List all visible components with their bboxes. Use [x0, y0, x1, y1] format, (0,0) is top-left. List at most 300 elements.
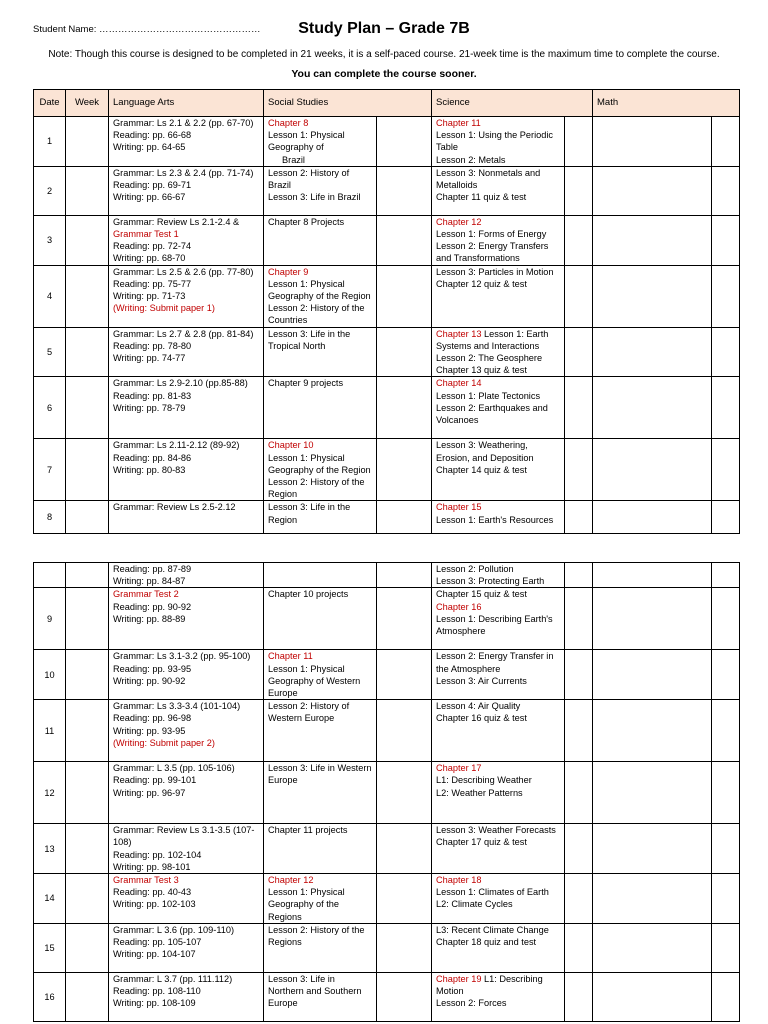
cell-text-line: Lesson 2: Earthquakes and Volcanoes — [436, 402, 548, 426]
cell-science — [432, 874, 565, 924]
cell-text-line: Reading: pp. 40-43 — [113, 887, 192, 898]
cell-science-check — [565, 972, 593, 1021]
cell-language-arts — [109, 377, 264, 439]
cell-science-check — [565, 327, 593, 377]
cell-date: 14 — [34, 874, 66, 924]
cell-text-line: Grammar: Ls 2.7 & 2.8 (pp. 81-84) — [113, 328, 254, 339]
cell-text-line: Writing: pp. 93-95 — [113, 725, 186, 736]
cell-week — [66, 972, 109, 1021]
table-header-row — [34, 90, 740, 117]
cell-date: 10 — [34, 650, 66, 700]
cell-text-line: Lesson 1: Describing Earth's Atmosphere — [436, 613, 553, 637]
cell-text-line: Reading: pp. 99-101 — [113, 775, 197, 786]
cell-social-studies-check — [377, 377, 432, 439]
cell-science — [432, 923, 565, 972]
cell-text-line: Chapter 12 — [268, 875, 314, 886]
cell-language-arts — [109, 166, 264, 215]
cell-text-line: Lesson 3: Weather Forecasts — [436, 825, 556, 836]
cell-text-line: Chapter 10 projects — [268, 589, 349, 600]
col-header-language-arts: Language Arts — [109, 90, 264, 117]
course-note: Note: Though this course is designed to be completed in 21 weeks, it is a self-paced course. 21-week time is the maximum time to complete the course. — [48, 49, 720, 60]
cell-language-arts — [109, 874, 264, 924]
cell-text-line: Writing: pp. 88-89 — [113, 613, 186, 624]
cell-text-line: Chapter 17 quiz & test — [436, 837, 527, 848]
cell-text-line: Reading: pp. 72-74 — [113, 241, 192, 252]
cell-text-line: Lesson 3: Particles in Motion — [436, 266, 554, 277]
cell-math-check — [712, 377, 740, 439]
cell-science — [432, 588, 565, 650]
cell-math — [593, 588, 712, 650]
cell-math — [593, 972, 712, 1021]
cell-text-line: Chapter 9 projects — [268, 378, 344, 389]
cell-text-line: Chapter 16 — [436, 601, 482, 612]
cell-text-line: Lesson 3: Nonmetals and Metalloids — [436, 167, 541, 191]
cell-text-line: Lesson 3: Life in Western Europe — [268, 763, 372, 786]
cell-text-line: L1: Describing Motion — [436, 973, 543, 997]
cell-text-line: Writing: pp. 98-101 — [113, 861, 191, 872]
cell-text-line: Grammar: Ls 2.3 & 2.4 (pp. 71-74) — [113, 167, 254, 178]
cell-math-check — [712, 117, 740, 167]
cell-science-check — [565, 563, 593, 588]
cell-text-line: Chapter 11 projects — [268, 825, 348, 836]
cell-text-line: Writing: pp. 90-92 — [113, 675, 186, 686]
cell-language-arts — [109, 563, 264, 588]
cell-week — [66, 166, 109, 215]
cell-text-line: Grammar: Ls 2.11-2.12 (89-92) — [113, 440, 240, 451]
cell-text-line: Reading: pp. 78-80 — [113, 340, 192, 351]
cell-social-studies-check — [377, 327, 432, 377]
cell-language-arts — [109, 327, 264, 377]
cell-math-check — [712, 439, 740, 501]
table-row — [34, 563, 740, 588]
cell-social-studies — [264, 215, 377, 265]
cell-text-line: Lesson 3: Life in Northern and Southern Europe — [268, 973, 362, 1009]
cell-math — [593, 650, 712, 700]
cell-math — [593, 501, 712, 534]
cell-math-check — [712, 563, 740, 588]
cell-text-line: Reading: pp. 96-98 — [113, 713, 192, 724]
cell-language-arts — [109, 265, 264, 327]
cell-social-studies — [264, 762, 377, 824]
cell-text-line: Chapter 12 quiz & test — [436, 278, 527, 289]
cell-science-check — [565, 166, 593, 215]
cell-text-line: Grammar: Review Ls 3.1-3.5 (107-108) — [113, 825, 255, 848]
table-row — [34, 377, 740, 439]
cell-science-check — [565, 700, 593, 762]
cell-text-line: Reading: pp. 108-110 — [113, 986, 201, 997]
cell-text-line: Writing: pp. 64-65 — [113, 142, 186, 153]
cell-science — [432, 563, 565, 588]
cell-text-line: Lesson 2: Forces — [436, 998, 507, 1009]
cell-math — [593, 824, 712, 874]
table-row — [34, 439, 740, 501]
cell-text-line: Chapter 13 — [436, 328, 482, 339]
cell-text-line: Lesson 4: Air Quality — [436, 701, 521, 712]
cell-week — [66, 874, 109, 924]
cell-text-line: Grammar: L 3.7 (pp. 111.112) — [113, 973, 233, 984]
cell-text-line: Writing: pp. 84-87 — [113, 576, 186, 587]
cell-text-line: Chapter 19 — [436, 973, 482, 984]
cell-science — [432, 650, 565, 700]
cell-text-line: Lesson 2: History of the Regions — [268, 924, 365, 948]
course-sooner-note: You can complete the course sooner. — [291, 68, 477, 80]
cell-math-check — [712, 874, 740, 924]
cell-text-line: Reading: pp. 81-83 — [113, 390, 192, 401]
cell-math — [593, 700, 712, 762]
cell-text-line: Lesson 1: Using the Periodic Table — [436, 130, 553, 153]
cell-social-studies — [264, 972, 377, 1021]
cell-math — [593, 439, 712, 501]
cell-text-line: Reading: pp. 66-68 — [113, 130, 192, 141]
cell-date: 2 — [34, 166, 66, 215]
cell-language-arts — [109, 215, 264, 265]
cell-text-line: Grammar Test 3 — [113, 875, 179, 886]
cell-text-line: Writing: pp. 102-103 — [113, 899, 196, 910]
cell-text-line: Lesson 1: Climates of Earth — [436, 887, 549, 898]
cell-text-line: L2: Climate Cycles — [436, 899, 513, 910]
cell-text-line: Reading: pp. 75-77 — [113, 278, 192, 289]
table-row — [34, 824, 740, 874]
cell-text-line: Lesson 2: Energy Transfer in the Atmosphere — [436, 651, 554, 674]
table-row — [34, 762, 740, 824]
cell-text-line: Grammar Test 1 — [113, 229, 179, 240]
cell-text-line: Chapter 15 — [436, 502, 482, 513]
cell-language-arts — [109, 972, 264, 1021]
table-row — [34, 650, 740, 700]
cell-text-line: Grammar: Review Ls 2.5-2.12 — [113, 502, 236, 513]
cell-language-arts — [109, 117, 264, 167]
cell-science — [432, 762, 565, 824]
cell-text-line: L1: Describing Weather — [436, 775, 532, 786]
cell-text-line: Reading: pp. 69-71 — [113, 180, 192, 191]
cell-text-line: Lesson 1: Plate Tectonics — [436, 390, 541, 401]
cell-social-studies-check — [377, 762, 432, 824]
cell-math — [593, 166, 712, 215]
cell-text-line: Writing: pp. 71-73 — [113, 291, 186, 302]
cell-language-arts — [109, 501, 264, 534]
cell-language-arts — [109, 588, 264, 650]
cell-text-line: Chapter 14 quiz & test — [436, 464, 527, 475]
col-header-week: Week — [66, 90, 109, 117]
cell-text-line: Writing: pp. 108-109 — [113, 998, 196, 1009]
study-plan-table-1 — [33, 89, 740, 534]
cell-math — [593, 762, 712, 824]
cell-math — [593, 563, 712, 588]
cell-date: 8 — [34, 501, 66, 534]
cell-text-line: Lesson 1: Earth Systems and Interactions — [436, 328, 549, 351]
cell-date: 9 — [34, 588, 66, 650]
cell-text-line: Grammar: Ls 2.1 & 2.2 (pp. 67-70) — [113, 118, 254, 128]
cell-text-line: Writing: pp. 68-70 — [113, 253, 186, 264]
cell-social-studies-check — [377, 501, 432, 534]
cell-text-line: Lesson 3: Protecting Earth — [436, 576, 545, 587]
cell-week — [66, 824, 109, 874]
cell-text-line: Chapter 11 — [436, 118, 481, 128]
cell-science-check — [565, 923, 593, 972]
cell-science-check — [565, 762, 593, 824]
cell-social-studies — [264, 501, 377, 534]
cell-math-check — [712, 650, 740, 700]
cell-science-check — [565, 117, 593, 167]
cell-social-studies-check — [377, 824, 432, 874]
table-row — [34, 501, 740, 534]
cell-text-line: Writing: pp. 104-107 — [113, 949, 196, 960]
cell-language-arts — [109, 923, 264, 972]
cell-date: 6 — [34, 377, 66, 439]
cell-science-check — [565, 215, 593, 265]
cell-week — [66, 117, 109, 167]
table-row — [34, 700, 740, 762]
cell-text-line: Chapter 9 — [268, 266, 309, 277]
cell-science-check — [565, 824, 593, 874]
cell-social-studies-check — [377, 650, 432, 700]
table-row — [34, 166, 740, 215]
cell-math — [593, 117, 712, 167]
cell-math-check — [712, 501, 740, 534]
cell-text-line: Chapter 12 — [436, 216, 482, 227]
table-row — [34, 874, 740, 924]
cell-date: 5 — [34, 327, 66, 377]
cell-date: 13 — [34, 824, 66, 874]
cell-social-studies — [264, 824, 377, 874]
page-title: Study Plan – Grade 7B — [298, 20, 470, 37]
cell-math — [593, 265, 712, 327]
cell-date: 4 — [34, 265, 66, 327]
cell-text-line: Grammar: Ls 2.9-2.10 (pp.85-88) — [113, 378, 248, 389]
cell-text-line: Chapter 16 quiz & test — [436, 713, 527, 724]
cell-text-line: Chapter 13 quiz & test — [436, 365, 527, 376]
cell-text-line: Grammar: Ls 3.1-3.2 (pp. 95-100) — [113, 651, 251, 662]
cell-science — [432, 117, 565, 167]
cell-text-line: Lesson 1: Physical Geography of the Region — [268, 452, 371, 475]
cell-science — [432, 439, 565, 501]
cell-text-line: Grammar: L 3.5 (pp. 105-106) — [113, 763, 235, 774]
cell-text-line: Lesson 3: Life in Brazil — [268, 192, 361, 203]
cell-text-line: Chapter 17 — [436, 763, 482, 774]
table-row — [34, 923, 740, 972]
cell-social-studies — [264, 265, 377, 327]
cell-language-arts — [109, 439, 264, 501]
cell-science-check — [565, 650, 593, 700]
cell-science — [432, 700, 565, 762]
cell-social-studies — [264, 588, 377, 650]
cell-language-arts — [109, 650, 264, 700]
cell-text-line: Writing: pp. 66-67 — [113, 192, 186, 203]
cell-social-studies — [264, 439, 377, 501]
cell-week — [66, 650, 109, 700]
cell-math-check — [712, 762, 740, 824]
cell-week — [66, 377, 109, 439]
cell-social-studies — [264, 166, 377, 215]
cell-social-studies-check — [377, 923, 432, 972]
cell-text-line: Lesson 1: Earth's Resources — [436, 514, 554, 525]
table-row — [34, 265, 740, 327]
cell-text-line: Lesson 2: Metals — [436, 154, 506, 165]
cell-social-studies-check — [377, 874, 432, 924]
cell-social-studies-check — [377, 265, 432, 327]
col-header-social-studies: Social Studies — [264, 90, 432, 117]
cell-science-check — [565, 874, 593, 924]
cell-social-studies — [264, 923, 377, 972]
cell-text-line: Reading: pp. 105-107 — [113, 937, 202, 948]
cell-text-line: Grammar: Ls 2.5 & 2.6 (pp. 77-80) — [113, 266, 254, 277]
cell-text-line: Chapter 10 — [268, 440, 314, 451]
cell-social-studies-check — [377, 700, 432, 762]
cell-social-studies — [264, 117, 377, 167]
cell-date — [34, 563, 66, 588]
cell-math — [593, 215, 712, 265]
cell-science — [432, 215, 565, 265]
cell-social-studies-check — [377, 588, 432, 650]
cell-math-check — [712, 700, 740, 762]
cell-social-studies-check — [377, 166, 432, 215]
cell-text-line: Chapter 8 Projects — [268, 216, 345, 227]
cell-week — [66, 923, 109, 972]
cell-social-studies — [264, 327, 377, 377]
cell-text-line: Chapter 11 — [268, 651, 313, 662]
cell-text-line: Lesson 2: History of Western Europe — [268, 701, 350, 724]
cell-science — [432, 824, 565, 874]
cell-math-check — [712, 265, 740, 327]
cell-text-line: Lesson 1: Physical Geography of — [268, 130, 345, 153]
cell-social-studies-check — [377, 563, 432, 588]
cell-text-line: Chapter 14 — [436, 378, 482, 389]
cell-text-line: Chapter 18 — [436, 875, 482, 886]
col-header-math: Math — [593, 90, 740, 117]
cell-social-studies-check — [377, 439, 432, 501]
cell-date: 12 — [34, 762, 66, 824]
cell-text-line: Reading: pp. 87-89 — [113, 564, 192, 574]
cell-math — [593, 923, 712, 972]
cell-text-line: Lesson 1: Physical Geography of Western Europe — [268, 663, 361, 699]
cell-math — [593, 874, 712, 924]
cell-language-arts — [109, 700, 264, 762]
cell-text-line: Writing: pp. 74-77 — [113, 353, 186, 364]
cell-math-check — [712, 923, 740, 972]
cell-social-studies — [264, 650, 377, 700]
cell-week — [66, 265, 109, 327]
cell-text-line: Brazil — [282, 154, 305, 165]
cell-math-check — [712, 327, 740, 377]
cell-date: 11 — [34, 700, 66, 762]
cell-text-line: L2: Weather Patterns — [436, 787, 523, 798]
table-row — [34, 327, 740, 377]
cell-text-line: Writing: pp. 80-83 — [113, 464, 186, 475]
cell-week — [66, 700, 109, 762]
cell-social-studies-check — [377, 972, 432, 1021]
cell-date: 1 — [34, 117, 66, 167]
cell-text-line: Grammar: Review Ls 2.1-2.4 & — [113, 216, 240, 227]
cell-text-line: Lesson 2: Energy Transfers and Transformations — [436, 241, 549, 264]
student-name-label: Student Name: …………………………………………… — [33, 24, 261, 35]
cell-math-check — [712, 215, 740, 265]
cell-social-studies — [264, 563, 377, 588]
cell-social-studies — [264, 377, 377, 439]
cell-text-line: Reading: pp. 93-95 — [113, 663, 192, 674]
cell-text-line: Chapter 18 quiz and test — [436, 937, 537, 948]
cell-science-check — [565, 588, 593, 650]
cell-science-check — [565, 501, 593, 534]
cell-text-line: L3: Recent Climate Change — [436, 924, 549, 935]
cell-text-line: Lesson 3: Life in the Tropical North — [268, 328, 351, 351]
cell-week — [66, 439, 109, 501]
cell-text-line: Lesson 1: Physical Geography of the Region — [268, 278, 371, 302]
cell-social-studies-check — [377, 117, 432, 167]
cell-science — [432, 972, 565, 1021]
cell-science — [432, 501, 565, 534]
cell-text-line: Lesson 1: Physical Geography of the Regions — [268, 887, 345, 922]
cell-date: 3 — [34, 215, 66, 265]
cell-text-line: Lesson 2: History of the Countries — [268, 303, 365, 326]
cell-text-line: Chapter 15 quiz & test — [436, 589, 527, 600]
cell-social-studies — [264, 874, 377, 924]
table-row — [34, 972, 740, 1021]
cell-science — [432, 377, 565, 439]
cell-science — [432, 327, 565, 377]
cell-science — [432, 166, 565, 215]
cell-science-check — [565, 265, 593, 327]
cell-math — [593, 327, 712, 377]
cell-text-line: Writing: pp. 96-97 — [113, 787, 186, 798]
cell-text-line: Grammar Test 2 — [113, 589, 179, 600]
cell-language-arts — [109, 824, 264, 874]
col-header-date: Date — [34, 90, 66, 117]
cell-social-studies-check — [377, 215, 432, 265]
cell-math-check — [712, 824, 740, 874]
cell-text-line: Reading: pp. 90-92 — [113, 601, 192, 612]
cell-week — [66, 588, 109, 650]
cell-text-line: (Writing: Submit paper 1) — [113, 303, 215, 314]
table-row — [34, 117, 740, 167]
table-row — [34, 588, 740, 650]
cell-text-line: Chapter 11 quiz & test — [436, 192, 527, 203]
cell-math-check — [712, 972, 740, 1021]
col-header-science: Science — [432, 90, 593, 117]
cell-text-line: (Writing: Submit paper 2) — [113, 737, 215, 748]
cell-text-line: Lesson 1: Forms of Energy — [436, 229, 547, 240]
cell-date: 15 — [34, 923, 66, 972]
cell-text-line: Lesson 2: Pollution — [436, 564, 514, 574]
cell-text-line: Lesson 3: Air Currents — [436, 675, 527, 686]
cell-week — [66, 501, 109, 534]
cell-text-line: Reading: pp. 102-104 — [113, 849, 202, 860]
cell-week — [66, 762, 109, 824]
cell-date: 16 — [34, 972, 66, 1021]
study-plan-table-2 — [33, 562, 740, 1022]
cell-text-line: Lesson 2: History of the Region — [268, 477, 365, 500]
cell-text-line: Lesson 3: Life in the Region — [268, 502, 351, 525]
cell-week — [66, 563, 109, 588]
cell-text-line: Reading: pp. 84-86 — [113, 452, 192, 463]
cell-text-line: Lesson 2: The Geosphere — [436, 353, 543, 364]
cell-text-line: Lesson 3: Weathering, Erosion, and Deposition — [436, 440, 534, 463]
cell-math-check — [712, 588, 740, 650]
cell-science — [432, 265, 565, 327]
cell-text-line: Writing: pp. 78-79 — [113, 402, 186, 413]
cell-text-line: Chapter 8 — [268, 118, 309, 128]
cell-text-line: Lesson 2: History of Brazil — [268, 167, 350, 191]
cell-science-check — [565, 439, 593, 501]
cell-text-line: Grammar: Ls 3.3-3.4 (101-104) — [113, 701, 241, 712]
cell-week — [66, 327, 109, 377]
cell-math-check — [712, 166, 740, 215]
table-row — [34, 215, 740, 265]
cell-text-line: Grammar: L 3.6 (pp. 109-110) — [113, 924, 235, 935]
cell-week — [66, 215, 109, 265]
cell-language-arts — [109, 762, 264, 824]
cell-social-studies — [264, 700, 377, 762]
cell-date: 7 — [34, 439, 66, 501]
